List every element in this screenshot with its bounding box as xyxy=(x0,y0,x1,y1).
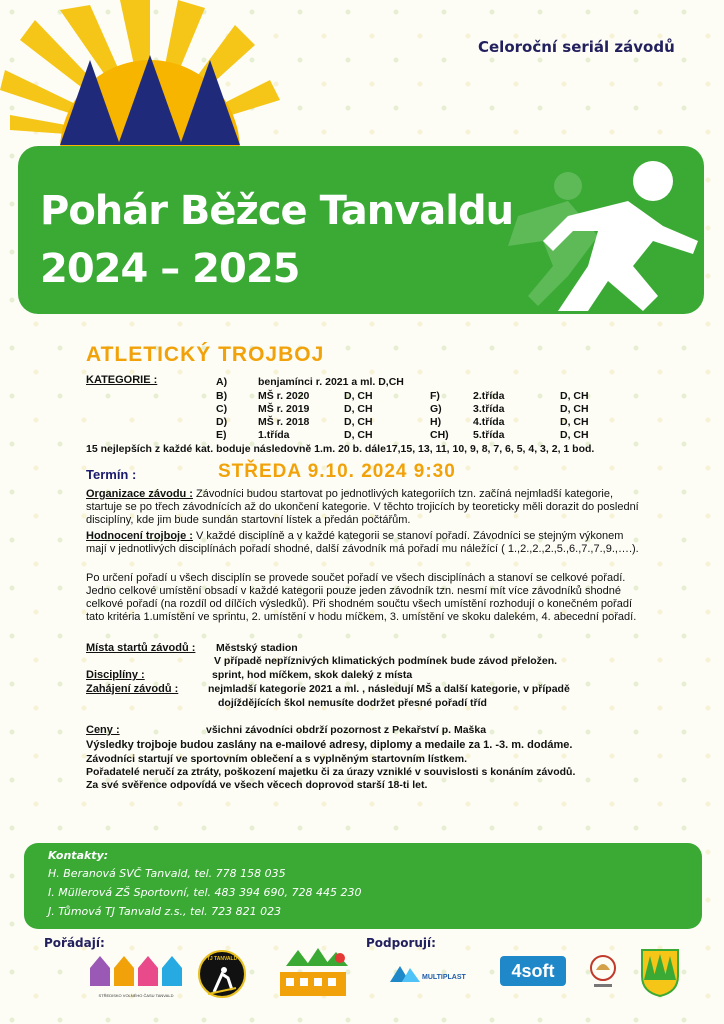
kategorie-label: KATEGORIE : xyxy=(86,374,158,386)
svc-caption: STŘEDISKO VOLNÉHO ČASU TANVALD xyxy=(98,993,174,998)
poradaji-label: Pořádají: xyxy=(44,936,105,950)
tj-tanvald-logo xyxy=(198,950,246,998)
category-gender: D, CH xyxy=(344,403,373,415)
category-gender: D, CH xyxy=(560,429,589,441)
termin-value: STŘEDA 9.10. 2024 9:30 xyxy=(218,461,456,482)
category-gender: D, CH xyxy=(560,403,589,415)
category-letter: B) xyxy=(216,390,228,402)
category-name: 1.třída xyxy=(258,429,290,441)
discipliny-label: Disciplíny : xyxy=(86,669,145,681)
zahajeni-value: nejmladší kategorie 2021 a ml. , následují MŠ a další kategorie, v případě xyxy=(208,683,570,695)
mista-note: V případě nepříznivých klimatických podmínek bude závod přeložen. xyxy=(214,655,558,667)
event-title: ATLETICKÝ TROJBOJ xyxy=(86,343,325,366)
main-title: Pohár Běžce Tanvaldu xyxy=(40,188,514,234)
category-name: MŠ r. 2019 xyxy=(258,403,310,415)
hodnoceni-label: Hodnocení trojboje : xyxy=(86,530,193,542)
title-banner xyxy=(18,146,704,314)
category-name: 3.třída xyxy=(473,403,505,415)
organizace-text: Závodníci budou startovat po jednotlivých kategoriích tzn. začíná nejmladší kategorie, startuje se po třech závodnících až do ukončení kategorie. V těchto trojicích by teoreticky měli dorazit do poslední disciplíny, kde jim bude sundán startovní lístek a předán počtářům. xyxy=(86,488,639,526)
season-title: 2024 – 2025 xyxy=(40,246,300,292)
termin-label: Termín : xyxy=(86,467,137,482)
bakery-logo xyxy=(588,952,618,992)
school-logo xyxy=(276,946,350,998)
category-letter: C) xyxy=(216,403,228,415)
multiplast-logo xyxy=(390,960,482,988)
zahajeni-value-2: dojíždějících škol nemusíte dodržet přesné pořadí tříd xyxy=(218,697,487,709)
category-letter: A) xyxy=(216,376,228,388)
category-letter: H) xyxy=(430,416,442,428)
svc-logo xyxy=(88,950,184,1000)
category-letter: CH) xyxy=(430,429,449,441)
zahajeni-label: Zahájení závodů : xyxy=(86,683,179,695)
discipliny-value: sprint, hod míčkem, skok daleký z místa xyxy=(212,669,413,681)
sun-trees-logo xyxy=(0,0,300,160)
school-sports-icon xyxy=(276,946,350,998)
bakery-icon xyxy=(588,952,618,992)
4soft-logo: 4soft xyxy=(500,956,566,986)
category-gender: D, CH xyxy=(560,416,589,428)
ceny-label: Ceny : xyxy=(86,724,120,736)
category-gender: D, CH xyxy=(344,416,373,428)
category-name: 4.třída xyxy=(473,416,505,428)
category-letter: D) xyxy=(216,416,228,428)
note-line: Za své svěřence odpovídá ve všech věcech doprovod starší 18-ti let. xyxy=(86,779,428,791)
podporuji-label: Podporují: xyxy=(366,936,436,950)
category-letter: G) xyxy=(430,403,442,415)
contacts-box xyxy=(24,843,702,929)
category-name: benjamínci r. 2021 a ml. D,CH xyxy=(258,376,404,388)
skier-icon xyxy=(200,962,244,998)
category-gender: D, CH xyxy=(560,390,589,402)
contacts-title: Kontakty: xyxy=(48,849,109,862)
mista-value: Městský stadion xyxy=(216,642,298,654)
category-name: MŠ r. 2018 xyxy=(258,416,310,428)
tanvald-coat-of-arms xyxy=(640,946,680,998)
category-name: 5.třída xyxy=(473,429,505,441)
serial-subtitle: Celoroční seriál závodů xyxy=(478,38,675,56)
hodnoceni-paragraph-2: Po určení pořadí u všech disciplín se provede součet pořadí ve všech disciplínách a stanoví se celkové pořadí. Jedno celkové umístění obsadí v každé kategorii pouze jeden závodník tzn. nesmí mít více závodníků shodné celkové pořadí (na rozdíl od dílčích výsledků). Při shodném součtu všech umístění rozhodují o konečném pořadí tato kritéria 1.umístění ve sprintu, 2. umístění v hodu míčkem, 3. umístění ve skoku dalekém, 4. abecední pořadí. xyxy=(86,572,637,623)
note-line: Závodníci startují ve sportovním oblečení a s vyplněným startovním lístkem. xyxy=(86,753,468,765)
category-letter: F) xyxy=(430,390,440,402)
hodnoceni-text: V každé disciplíně a v každé kategorii se stanoví pořadí. Závodníci se stejným výkonem mají v jednotlivých disciplínách pořadí shodné, další závodník má pořadí mu náležící ( 1.,2.,2.,2.,5.,6.,7.,7.,9.,….). xyxy=(86,530,639,555)
mista-label: Místa startů závodů : xyxy=(86,642,196,654)
hodnoceni-paragraph xyxy=(86,530,646,556)
scoring-line: 15 nejlepších z každé kat. boduje následovně 1.m. 20 b. dále17,15, 13, 11, 10, 9, 8, 7, 6, 5, 4, 3, 2, 1 bod. xyxy=(86,443,595,455)
tj-text: TJ TANVALD xyxy=(206,956,238,962)
category-name: 2.třída xyxy=(473,390,505,402)
category-gender: D, CH xyxy=(344,390,373,402)
multiplast-text: MULTIPLAST xyxy=(422,974,466,981)
organizace-label: Organizace závodu : xyxy=(86,488,193,500)
contact-line: I. Müllerová ZŠ Sportovní, tel. 483 394 690, 728 445 230 xyxy=(48,886,362,899)
contact-line: J. Tůmová TJ Tanvald z.s., tel. 723 821 023 xyxy=(48,905,282,918)
category-letter: E) xyxy=(216,429,227,441)
vysledky-line: Výsledky trojboje budou zaslány na e-mailové adresy, diplomy a medaile za 1. -3. m. dodáme. xyxy=(86,739,573,751)
coat-of-arms-icon xyxy=(640,946,680,998)
contact-line: H. Beranová SVČ Tanvald, tel. 778 158 035 xyxy=(48,867,286,880)
category-name: MŠ r. 2020 xyxy=(258,390,310,402)
ceny-value: všichni závodníci obdrží pozornost z Pekařství p. Maška xyxy=(206,724,487,736)
organizace-paragraph xyxy=(86,488,646,527)
multiplast-icon xyxy=(390,962,420,984)
note-line: Pořadatelé neručí za ztráty, poškození majetku či za úrazy vzniklé v souvislosti s konáním závodů. xyxy=(86,766,576,778)
svc-houses-icon xyxy=(88,950,184,988)
category-gender: D, CH xyxy=(344,429,373,441)
runner-icon xyxy=(448,146,704,314)
